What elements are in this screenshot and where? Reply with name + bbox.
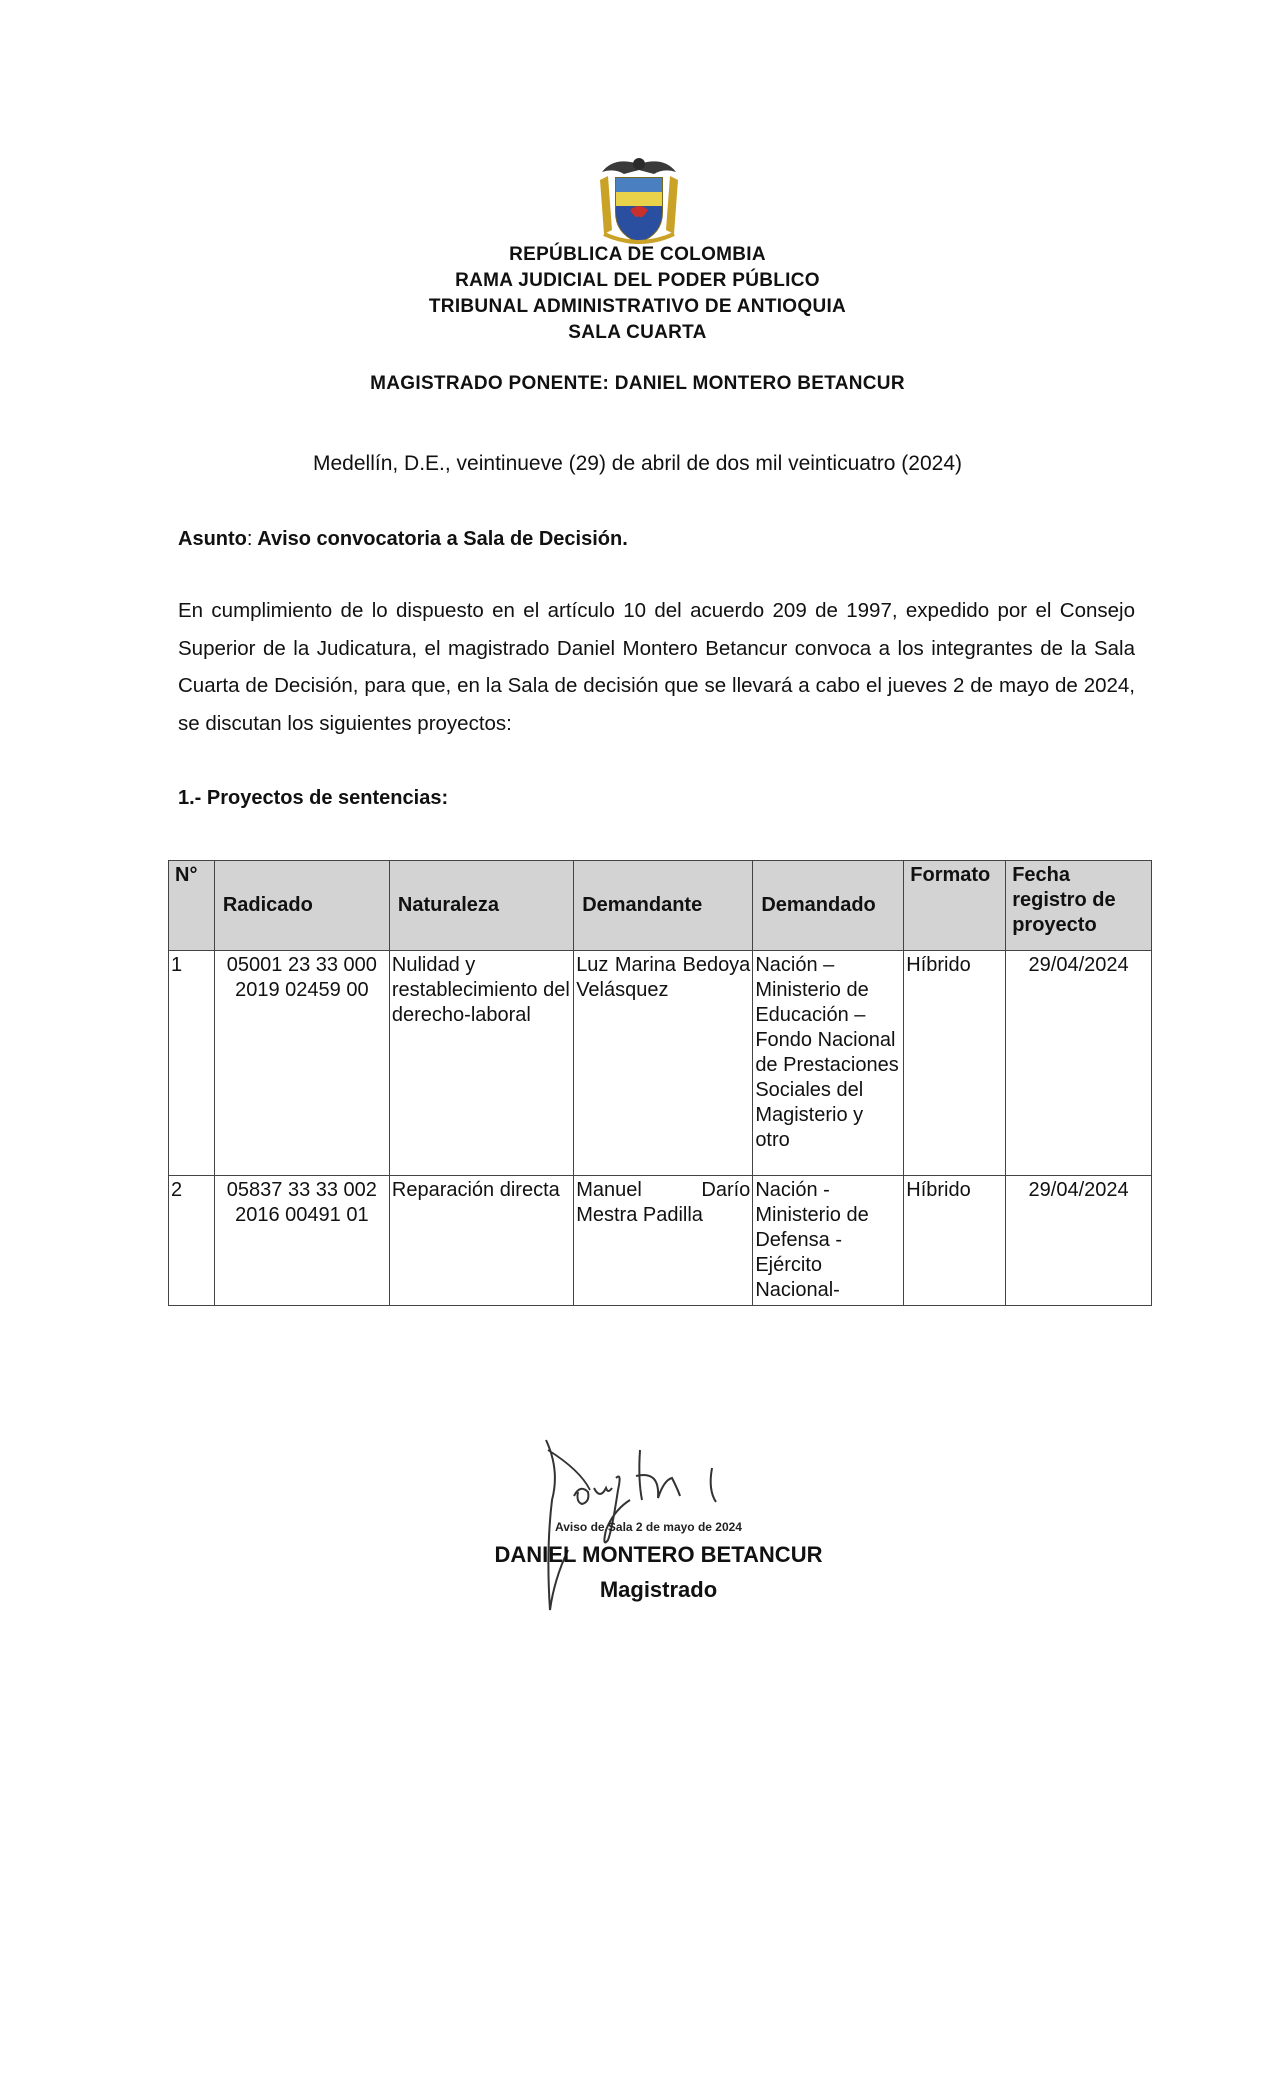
- projects-table: [168, 860, 1152, 1306]
- header-sala: SALA CUARTA: [568, 322, 707, 343]
- table-row: [169, 1176, 1152, 1306]
- cell-formato: Híbrido: [904, 1176, 1006, 1306]
- header-naturaleza: Naturaleza: [389, 861, 573, 951]
- asunto-text: Aviso convocatoria a Sala de Decisión.: [252, 528, 628, 550]
- table-header-row: [169, 861, 1152, 951]
- asunto-colon: :: [246, 528, 253, 550]
- header-branch: RAMA JUDICIAL DEL PODER PÚBLICO: [455, 270, 820, 291]
- body-paragraph: En cumplimiento de lo dispuesto en el artículo 10 del acuerdo 209 de 1997, expedido por el Consejo Superior de la Judicatura, el magistrado Daniel Montero Betancur convoca a los integrantes de la Sala Cuarta de Decisión, para que, en la Sala de decisión que se llevará a cabo el jueves 2 de mayo de 2024, se discutan los siguientes proyectos:: [178, 599, 1135, 735]
- court-header: [0, 242, 1275, 346]
- signer-title: Magistrado: [599, 1577, 718, 1602]
- colombia-coat-of-arms-icon: [594, 150, 684, 246]
- cell-demandado: Nación – Ministerio de Educación – Fondo Nacional de Prestaciones Sociales del Magisterio y otro: [753, 951, 904, 1176]
- cell-naturaleza: Reparación directa: [389, 1176, 573, 1306]
- header-no: N°: [169, 861, 215, 951]
- cell-demandante: Manuel Darío Mestra Padilla: [574, 1176, 753, 1306]
- cell-demandante: Luz Marina Bedoya Velásquez: [574, 951, 753, 1176]
- cell-demandado: Nación - Ministerio de Defensa - Ejército Nacional-: [753, 1176, 904, 1306]
- cell-radicado: 05837 33 33 002 2016 00491 01: [214, 1176, 389, 1306]
- header-country: REPÚBLICA DE COLOMBIA: [509, 244, 766, 265]
- signature-stamp: Aviso de Sala 2 de mayo de 2024: [555, 1520, 742, 1534]
- cell-formato: Híbrido: [904, 951, 1006, 1176]
- header-demandado: Demandado: [753, 861, 904, 951]
- date-line: Medellín, D.E., veintinueve (29) de abril de dos mil veinticuatro (2024): [313, 452, 962, 475]
- header-demandante: Demandante: [574, 861, 753, 951]
- cell-fecha: 29/04/2024: [1006, 1176, 1152, 1306]
- cell-no: 1: [169, 951, 215, 1176]
- header-formato: Formato: [904, 861, 1006, 951]
- asunto-label: Asunto: [178, 528, 247, 550]
- cell-naturaleza: Nulidad y restablecimiento del derecho-laboral: [389, 951, 573, 1176]
- cell-radicado: 05001 23 33 000 2019 02459 00: [214, 951, 389, 1176]
- cell-no: 2: [169, 1176, 215, 1306]
- signer-name: DANIEL MONTERO BETANCUR: [494, 1542, 823, 1567]
- section-title: 1.- Proyectos de sentencias:: [178, 787, 449, 809]
- header-tribunal: TRIBUNAL ADMINISTRATIVO DE ANTIOQUIA: [428, 296, 847, 317]
- cell-fecha: 29/04/2024: [1006, 951, 1152, 1176]
- table-row: [169, 951, 1152, 1176]
- header-fecha: Fecha registro de proyecto: [1006, 861, 1152, 951]
- magistrado-ponente: MAGISTRADO PONENTE: DANIEL MONTERO BETANCUR: [370, 373, 905, 394]
- header-radicado: Radicado: [214, 861, 389, 951]
- asunto-line: [178, 525, 628, 553]
